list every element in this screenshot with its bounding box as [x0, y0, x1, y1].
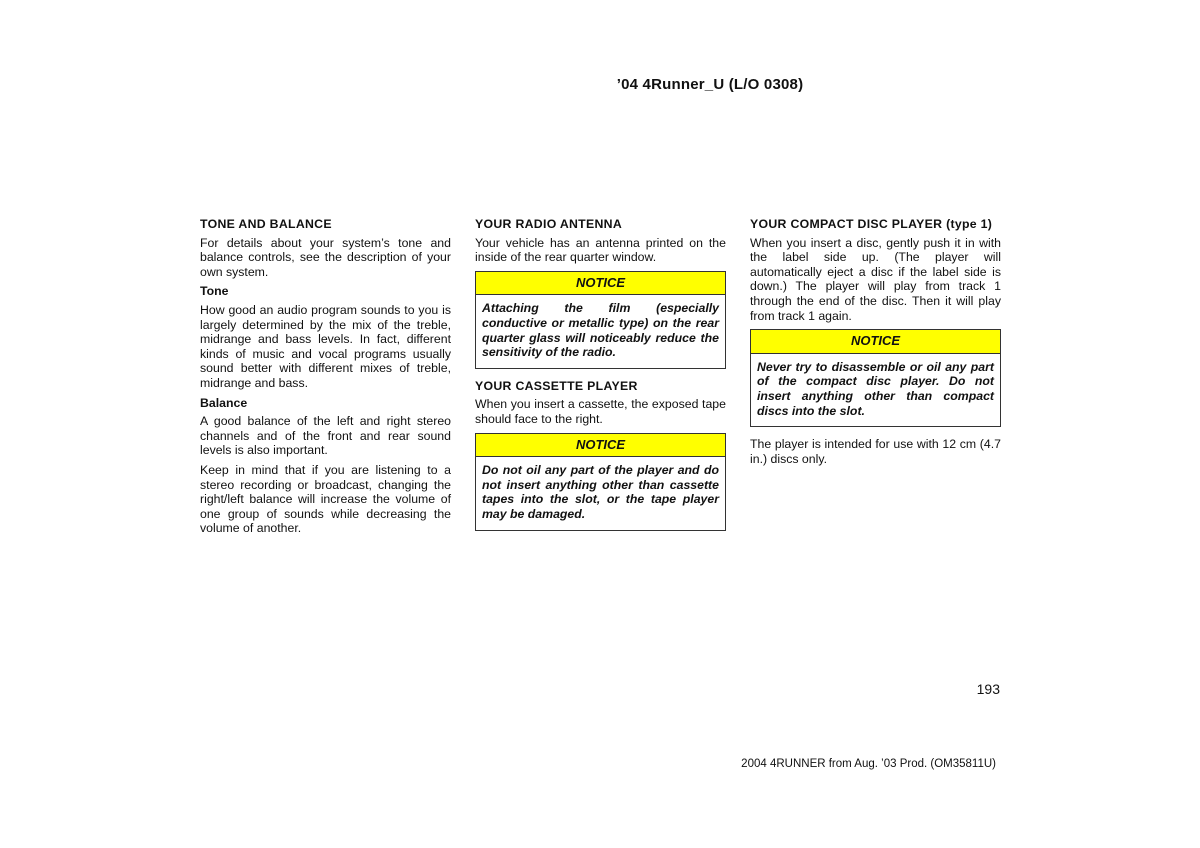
notice-box-cassette	[475, 433, 726, 531]
section-heading-cassette-player: YOUR CASSETTE PLAYER	[475, 378, 638, 393]
notice-box-cd	[750, 329, 1001, 427]
notice-body-antenna: Attaching the film (especially conductive or metallic type) on the rear quarter glass will noticeably reduce the sensitivity of the radio.	[482, 301, 719, 360]
section-heading-cd-player: YOUR COMPACT DISC PLAYER (type 1)	[750, 217, 993, 231]
tone-balance-intro: For details about your system’s tone and balance controls, see the description of your own system.	[200, 235, 451, 279]
notice-title: NOTICE	[476, 272, 725, 296]
notice-title: NOTICE	[751, 330, 1000, 354]
page-footer: 2004 4RUNNER from Aug. ’03 Prod. (OM35811U)	[741, 758, 996, 770]
page-number: 193	[976, 681, 1000, 697]
disc-size-text: The player is intended for use with 12 cm (4.7 in.) discs only.	[750, 437, 1001, 466]
balance-text-1: A good balance of the left and right stereo channels and of the front and rear sound levels is also important.	[200, 414, 451, 458]
cd-text: When you insert a disc, gently push it in with the label side up. (The player will automatically eject a disc if the label side is down.) The player will play from track 1 through the end of the disc. Then it will play from track 1 again.	[750, 235, 1001, 323]
notice-body-cd: Never try to disassemble or oil any part of the compact disc player. Do not insert anything other than compact discs into the slot.	[757, 359, 994, 418]
section-heading-radio-antenna: YOUR RADIO ANTENNA	[475, 217, 623, 231]
balance-text-2: Keep in mind that if you are listening to a stereo recording or broadcast, changing the right/left balance will increase the volume of one group of sounds while decreasing the volume of another.	[200, 462, 451, 536]
section-heading-tone-balance: TONE AND BALANCE	[200, 217, 332, 231]
column-cd-player	[750, 217, 1001, 471]
subheading-tone: Tone	[200, 284, 229, 299]
tone-text: How good an audio program sounds to you is largely determined by the mix of the treble, midrange and bass levels. In fact, different kinds of music and vocal programs usually sound better with different mixes of treble, midrange and bass.	[200, 302, 451, 390]
notice-title: NOTICE	[476, 434, 725, 458]
page-header-title: ’04 4Runner_U (L/O 0308)	[616, 76, 804, 93]
notice-body-cassette: Do not oil any part of the player and do not insert anything other than cassette tapes into the slot, or the tape player may be damaged.	[482, 463, 719, 521]
antenna-text: Your vehicle has an antenna printed on the inside of the rear quarter window.	[475, 235, 726, 265]
cassette-text: When you insert a cassette, the exposed tape should face to the right.	[475, 397, 726, 426]
column-tone-balance	[200, 217, 451, 541]
notice-box-antenna	[475, 271, 726, 369]
subheading-balance: Balance	[200, 395, 248, 410]
column-antenna-cassette	[475, 217, 726, 541]
